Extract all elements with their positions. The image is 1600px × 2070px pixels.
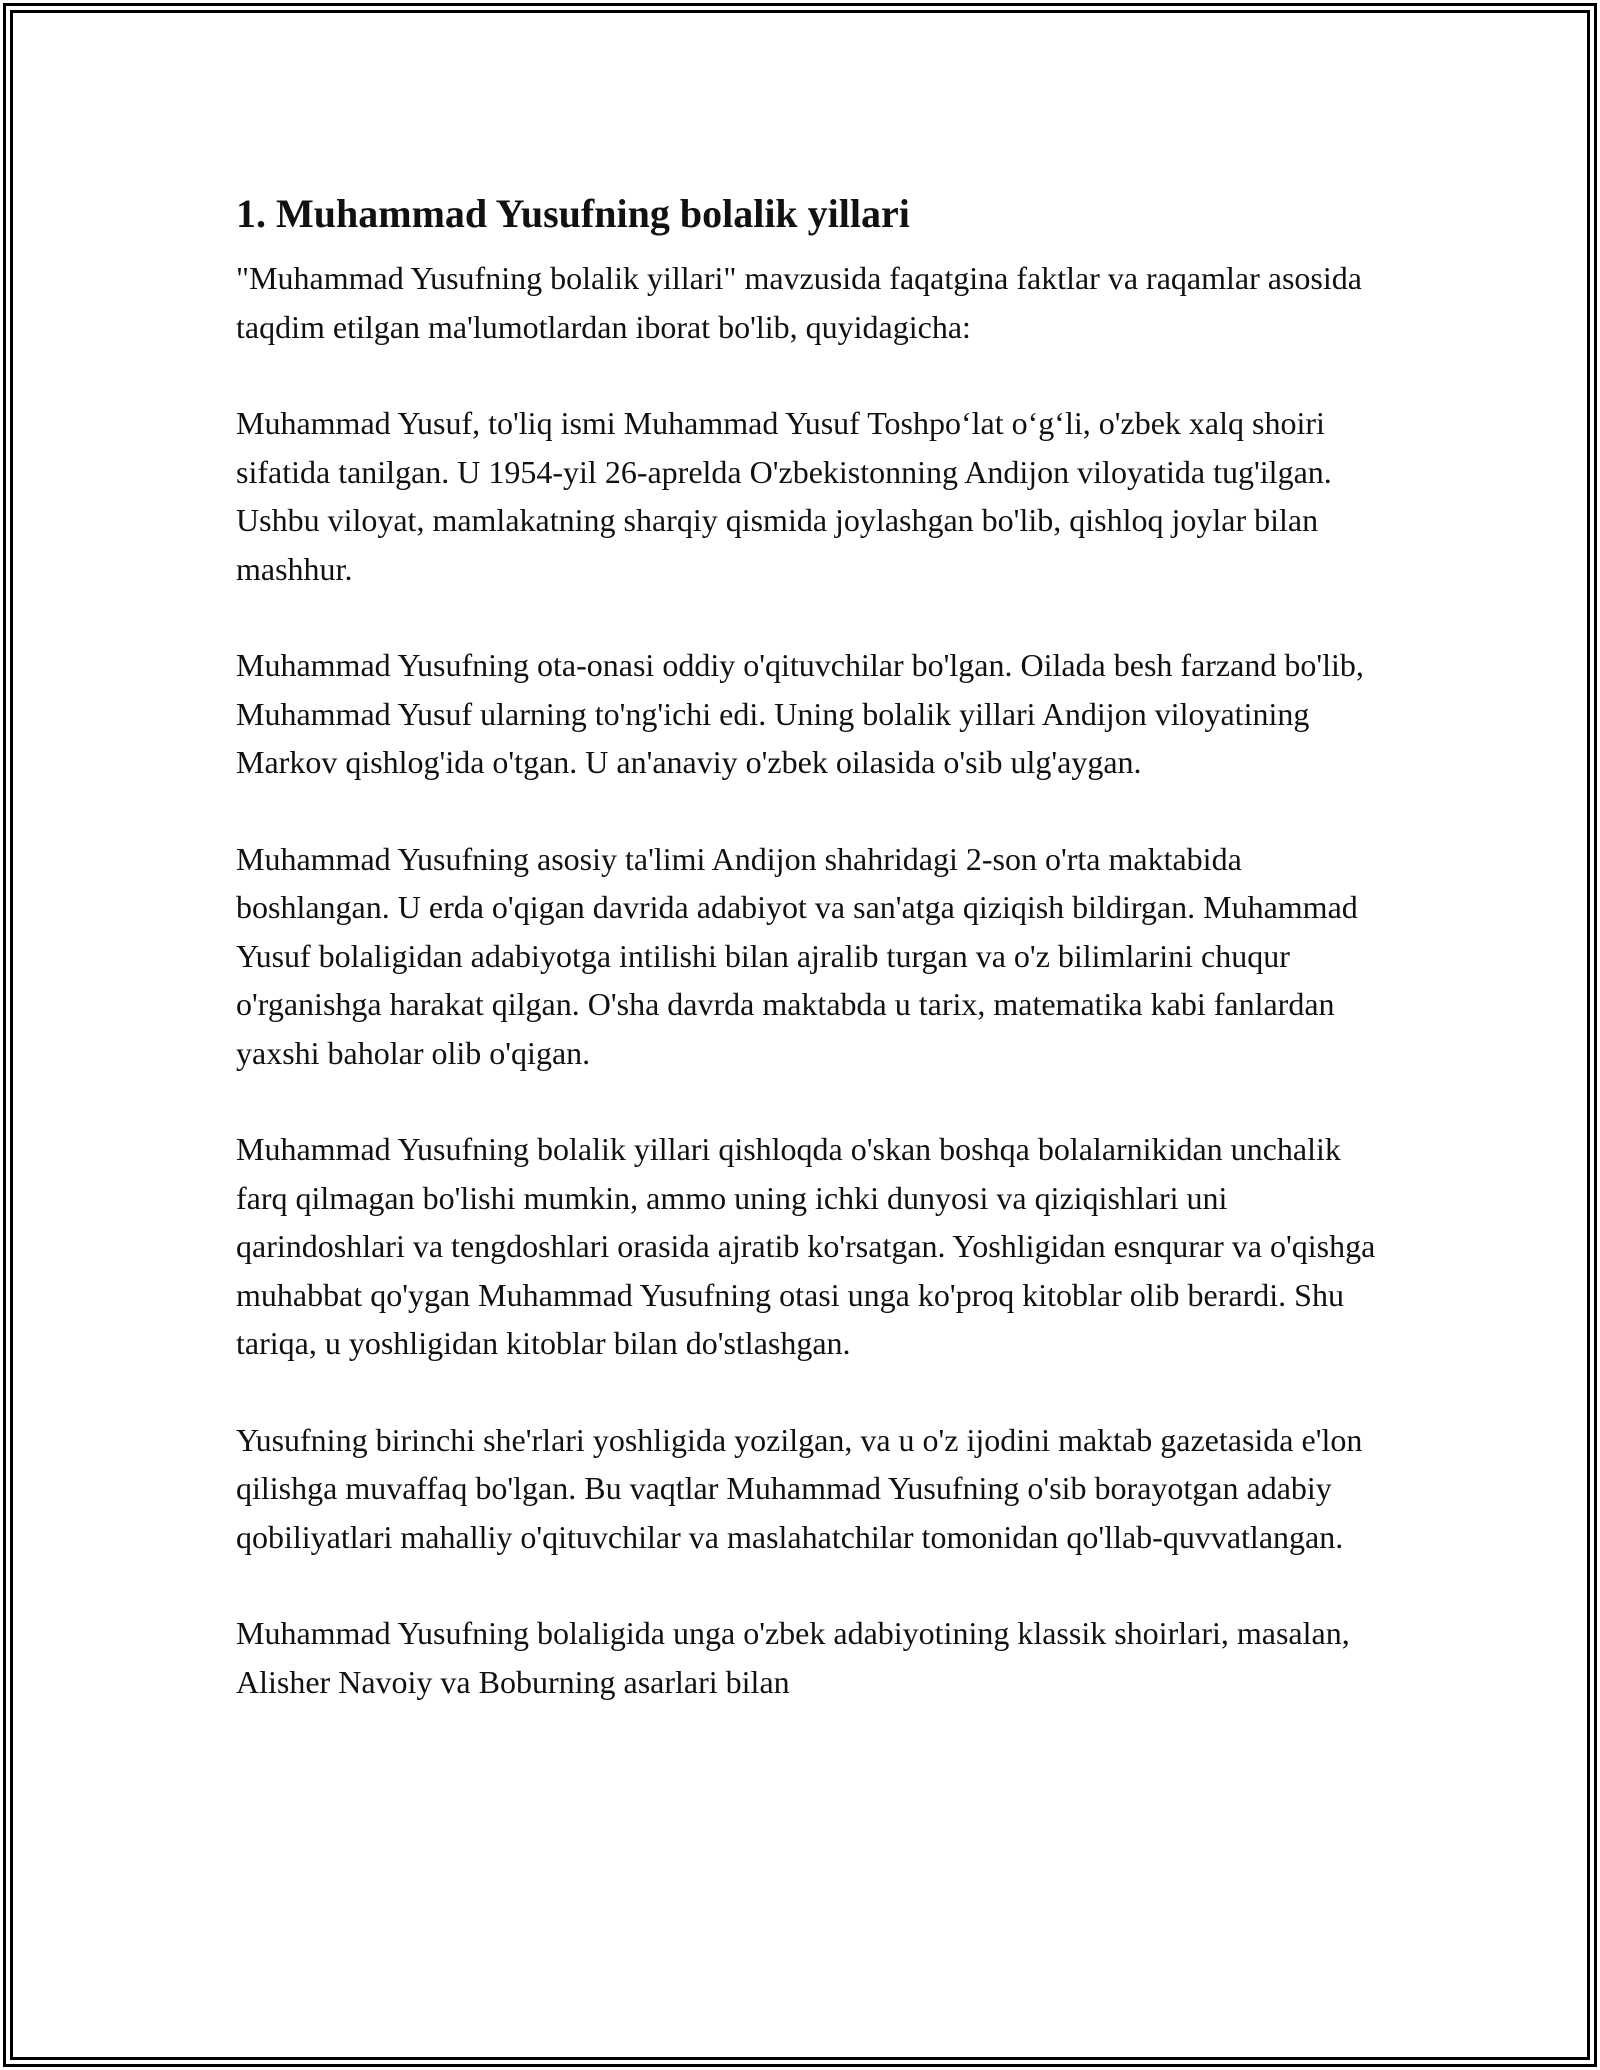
paragraph-first-poems: Yusufning birinchi she'rlari yoshligida yozilgan, va u o'z ijodini maktab gazetasida e'lon qilishga muvaffaq bo'lgan. Bu vaqtlar Muhammad Yusufning o'sib borayotgan adabiy qobiliyatlari mahalliy o'qituvchilar va maslahatchilar tomonidan qo'llab-quvvatlangan. — [236, 1421, 1363, 1555]
paragraph-education: Muhammad Yusufning asosiy ta'limi Andijon shahridagi 2-son o'rta maktabida boshlangan. U erda o'qigan davrida adabiyot va san'atga qiziqish bildirgan. Muhammad Yusuf bolaligidan adabiyotga intilishi bilan ajralib turgan va o'z bilimlarini chuqur o'rganishga harakat qilgan. O'sha davrda maktabda u tarix, matematika kabi fanlardan yaxshi baholar olib o'qigan. — [236, 840, 1358, 1071]
paragraph-birth: Muhammad Yusuf, to'liq ismi Muhammad Yusuf Toshpo‘lat o‘g‘li, o'zbek xalq shoiri sifatida tanilgan. U 1954-yil 26-aprelda O'zbekistonning Andijon viloyatida tug'ilgan. Ushbu viloyat, mamlakatning sharqiy qismida joylashgan bo'lib, qishloq joylar bilan mashhur. — [236, 405, 1332, 587]
paragraph-interests: Muhammad Yusufning bolalik yillari qishloqda o'skan boshqa bolalarnikidan unchalik farq qilmagan bo'lishi mumkin, ammo uning ichki dunyosi va qiziqishlari uni qarindoshlari va tengdoshlari orasida ajratib ko'rsatgan. Yoshligidan esnqurar va o'qishga muhabbat qo'ygan Muhammad Yusufning otasi unga ko'proq kitoblar olib berardi. Shu tariqa, u yoshligidan kitoblar bilan do'stlashgan. — [236, 1131, 1376, 1361]
document-body — [236, 182, 1386, 1754]
section-heading: 1. Muhammad Yusufning bolalik yillari — [236, 191, 910, 236]
paragraph-intro: "Muhammad Yusufning bolalik yillari" mavzusida faqatgina faktlar va raqamlar asosida taqdim etilgan ma'lumotlardan iborat bo'lib, quyidagicha: — [236, 260, 1362, 345]
paragraph-classics: Muhammad Yusufning bolaligida unga o'zbek adabiyotining klassik shoirlari, masalan, Alisher Navoiy va Boburning asarlari bilan — [236, 1615, 1350, 1700]
paragraph-family: Muhammad Yusufning ota-onasi oddiy o'qituvchilar bo'lgan. Oilada besh farzand bo'lib, Muhammad Yusuf ularning to'ng'ichi edi. Uning bolalik yillari Andijon viloyatining Markov qishlog'ida o'tgan. U an'anaviy o'zbek oilasida o'sib ulg'aygan. — [236, 647, 1364, 780]
